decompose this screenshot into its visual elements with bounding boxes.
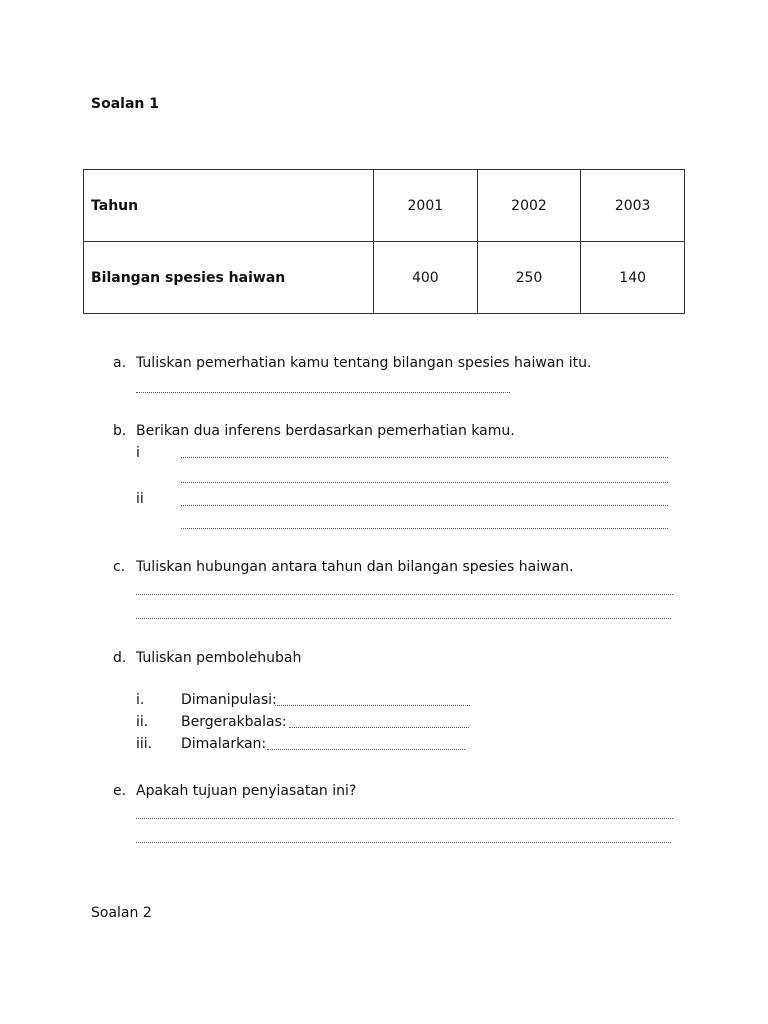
item-number: ii. <box>136 714 149 730</box>
table-row <box>84 242 685 314</box>
question-a-text: Tuliskan pemerhatian kamu tentang bilangan spesies haiwan itu. <box>136 355 592 371</box>
answer-line[interactable] <box>136 392 510 393</box>
answer-line[interactable] <box>136 842 671 843</box>
question-b-text: Berikan dua inferens berdasarkan pemerhatian kamu. <box>136 423 515 439</box>
variable-label-manipulated: Dimanipulasi: <box>181 692 277 708</box>
answer-line[interactable] <box>181 528 668 529</box>
question-d-letter: d. <box>113 650 127 666</box>
count-cell: 250 <box>477 242 581 314</box>
soalan-2-title: Soalan 2 <box>91 905 152 921</box>
year-cell: 2003 <box>581 170 685 242</box>
answer-line[interactable] <box>181 505 668 506</box>
item-number: i. <box>136 692 145 708</box>
answer-line[interactable] <box>136 594 673 595</box>
year-cell: 2001 <box>374 170 478 242</box>
soalan-1-title: Soalan 1 <box>91 96 159 112</box>
answer-line[interactable] <box>181 457 668 458</box>
question-d-text: Tuliskan pembolehubah <box>136 650 302 666</box>
question-a-letter: a. <box>113 355 127 371</box>
question-e-letter: e. <box>113 783 127 799</box>
count-cell: 140 <box>581 242 685 314</box>
answer-line[interactable] <box>289 727 469 728</box>
count-cell: 400 <box>374 242 478 314</box>
question-b-letter: b. <box>113 423 127 439</box>
row-label-tahun: Tahun <box>84 170 374 242</box>
answer-line[interactable] <box>136 618 671 619</box>
variable-label-responding: Bergerakbalas: <box>181 714 287 730</box>
sub-item-number: i <box>136 445 140 461</box>
answer-line[interactable] <box>181 482 668 483</box>
sub-item-number: ii <box>136 491 144 507</box>
answer-line[interactable] <box>267 749 465 750</box>
variable-label-constant: Dimalarkan: <box>181 736 267 752</box>
table-row <box>84 170 685 242</box>
row-label-bilangan: Bilangan spesies haiwan <box>84 242 374 314</box>
answer-line[interactable] <box>136 818 673 819</box>
data-table <box>83 169 685 314</box>
answer-line[interactable] <box>275 705 470 706</box>
year-cell: 2002 <box>477 170 581 242</box>
item-number: iii. <box>136 736 153 752</box>
question-c-text: Tuliskan hubungan antara tahun dan bilangan spesies haiwan. <box>136 559 574 575</box>
question-e-text: Apakah tujuan penyiasatan ini? <box>136 783 357 799</box>
question-c-letter: c. <box>113 559 126 575</box>
